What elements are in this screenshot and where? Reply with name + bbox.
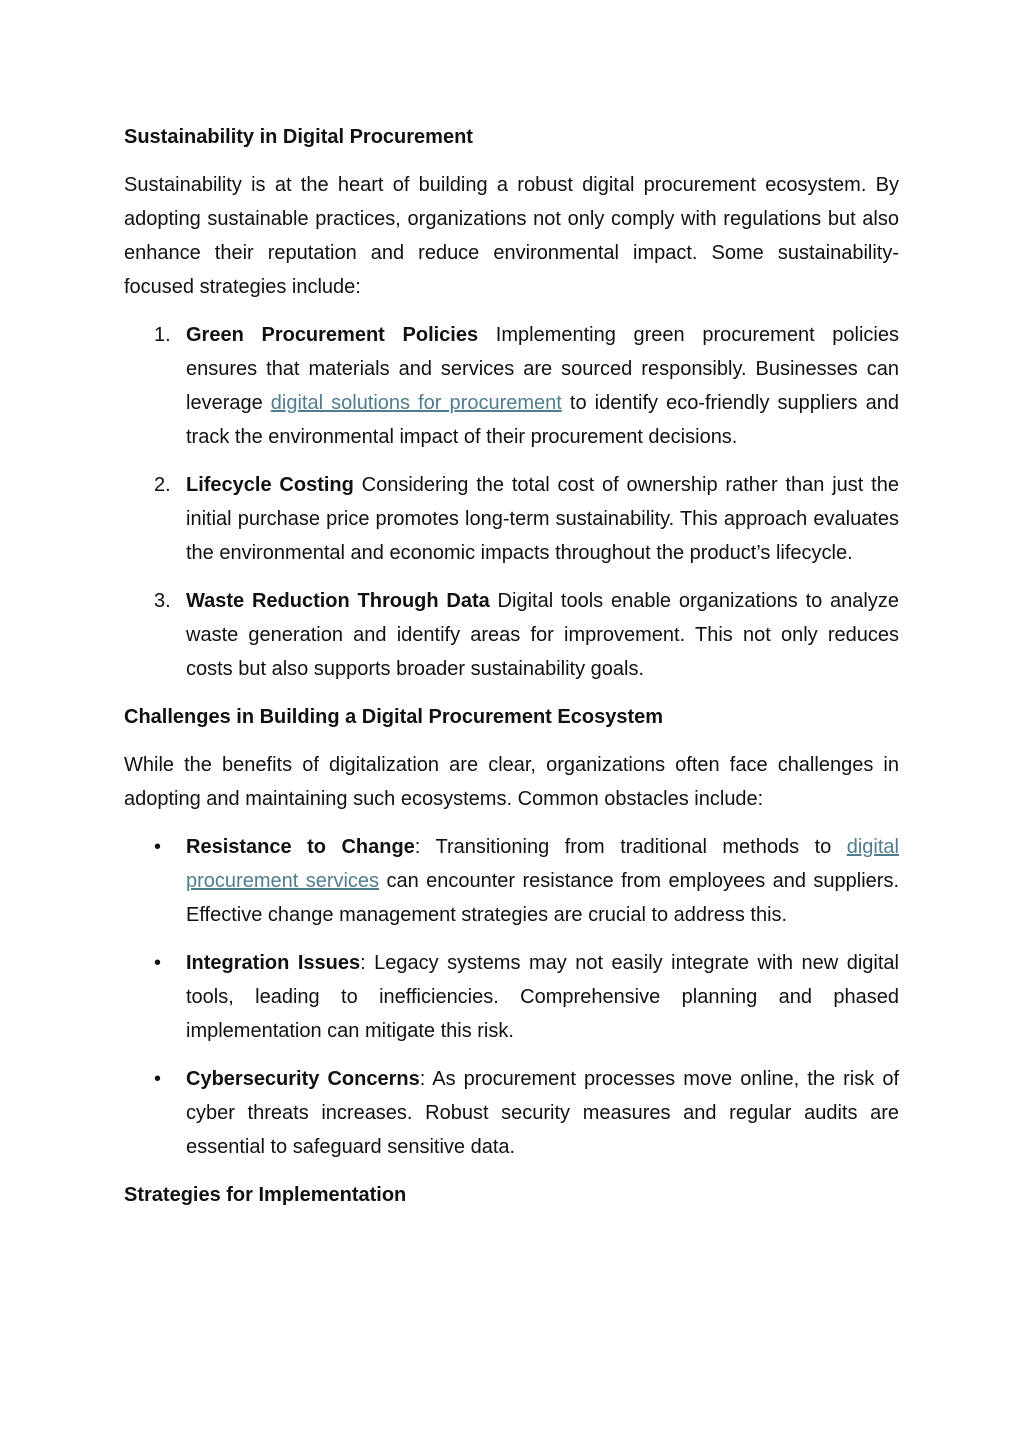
item-text: : Transitioning from traditional methods to <box>414 836 847 858</box>
item-title: Resistance to Change <box>186 836 415 858</box>
section-heading-challenges: Challenges in Building a Digital Procurement Ecosystem <box>124 706 664 728</box>
section-heading-strategies: Strategies for Implementation <box>124 1184 407 1206</box>
list-item <box>124 1062 899 1164</box>
challenges-intro: While the benefits of digitalization are clear, organizations often face challenges in adopting and maintaining such ecosystems. Common obstacles include: <box>124 754 899 810</box>
list-item <box>124 318 899 454</box>
bullet-icon: • <box>154 836 162 858</box>
challenges-list <box>124 830 899 1164</box>
list-number: 3. <box>154 590 171 612</box>
item-text: Digital tools enable organizations to analyze waste generation and identify areas for improvement. This not only reduces costs but also supports broader sustainability goals. <box>186 590 899 680</box>
item-title: Integration Issues <box>186 952 361 974</box>
list-item <box>124 584 899 686</box>
item-text: : As procurement processes move online, the risk of cyber threats increases. Robust security measures and regular audits are essential to safeguard sensitive data. <box>186 1068 900 1158</box>
item-text: to identify eco-friendly suppliers and track the environmental impact of their procurement decisions. <box>186 392 899 448</box>
list-item <box>124 468 899 570</box>
list-number: 2. <box>154 474 171 496</box>
item-title: Green Procurement Policies <box>186 324 479 346</box>
item-title: Lifecycle Costing <box>186 474 354 496</box>
list-item <box>124 946 899 1048</box>
sustainability-intro: Sustainability is at the heart of building a robust digital procurement ecosystem. By adopting sustainable practices, organizations not only comply with regulations but also enhance their reputation and reduce environmental impact. Some sustainability-focused strategies include: <box>124 174 899 298</box>
bullet-icon: • <box>154 952 162 974</box>
list-item <box>124 830 899 932</box>
item-text: : Legacy systems may not easily integrate with new digital tools, leading to inefficiencies. Comprehensive planning and phased implementation can mitigate this risk. <box>186 952 899 1042</box>
item-text: Implementing green procurement policies ensures that materials and services are sourced responsibly. Businesses can leverage <box>186 324 899 414</box>
sustainability-strategies-list <box>124 318 899 686</box>
item-title: Waste Reduction Through Data <box>186 590 490 612</box>
digital-solutions-link[interactable]: digital solutions for procurement <box>270 392 562 414</box>
item-text: can encounter resistance from employees and suppliers. Effective change management strategies are crucial to address this. <box>186 870 899 926</box>
list-number: 1. <box>154 324 171 346</box>
section-heading-sustainability: Sustainability in Digital Procurement <box>124 126 473 148</box>
item-title: Cybersecurity Concerns <box>186 1068 420 1090</box>
bullet-icon: • <box>154 1068 162 1090</box>
document-page <box>124 120 899 1212</box>
item-text: Considering the total cost of ownership rather than just the initial purchase price promotes long-term sustainability. This approach evaluates the environmental and economic impacts throughout the product’s lifecycle. <box>186 474 899 564</box>
digital-procurement-services-link[interactable]: digital procurement services <box>186 836 899 892</box>
